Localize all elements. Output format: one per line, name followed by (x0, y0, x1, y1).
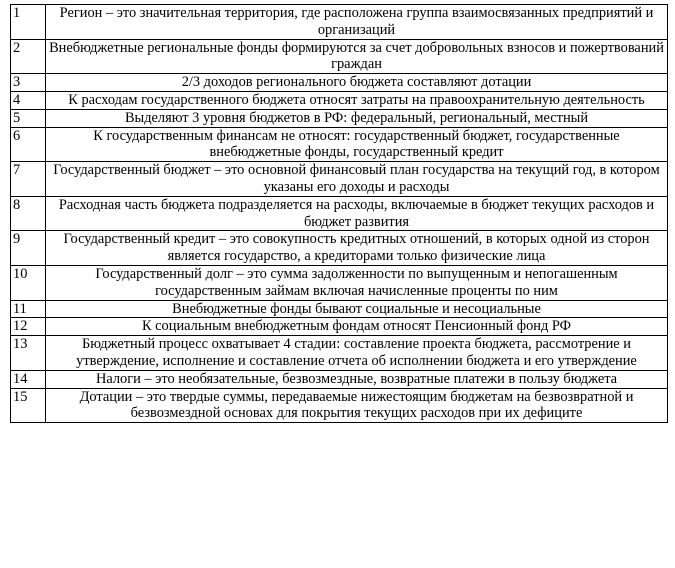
statement-text: Выделяют 3 уровня бюджетов в РФ: федеральный, региональный, местный (46, 109, 668, 127)
statement-text: 2/3 доходов регионального бюджета составляют дотации (46, 74, 668, 92)
row-number: 12 (11, 318, 46, 336)
statement-text: К расходам государственного бюджета относят затраты на правоохранительную деятельность (46, 91, 668, 109)
statements-table (10, 4, 668, 423)
table-row (11, 39, 668, 74)
table-row (11, 318, 668, 336)
row-number: 5 (11, 109, 46, 127)
statement-text: Внебюджетные фонды бывают социальные и несоциальные (46, 300, 668, 318)
row-number: 4 (11, 91, 46, 109)
row-number: 8 (11, 196, 46, 231)
table-row (11, 265, 668, 300)
statement-text: Дотации – это твердые суммы, передаваемые нижестоящим бюджетам на безвозвратной и безвозмездной основах для покрытия текущих расходов при их дефиците (46, 388, 668, 423)
statements-table-body (11, 5, 668, 423)
row-number: 10 (11, 265, 46, 300)
row-number: 1 (11, 5, 46, 40)
row-number: 15 (11, 388, 46, 423)
table-row (11, 74, 668, 92)
row-number: 9 (11, 231, 46, 266)
table-row (11, 127, 668, 162)
row-number: 6 (11, 127, 46, 162)
table-row (11, 162, 668, 197)
statement-text: Государственный кредит – это совокупность кредитных отношений, в которых одной из сторон является государство, а кредиторами только физические лица (46, 231, 668, 266)
table-row (11, 370, 668, 388)
table-row (11, 5, 668, 40)
statement-text: К социальным внебюджетным фондам относят Пенсионный фонд РФ (46, 318, 668, 336)
table-row (11, 336, 668, 371)
table-row (11, 231, 668, 266)
statement-text: Внебюджетные региональные фонды формируются за счет добровольных взносов и пожертвований граждан (46, 39, 668, 74)
statement-text: К государственным финансам не относят: государственный бюджет, государственные внебюджетные фонды, государственный кредит (46, 127, 668, 162)
table-row (11, 91, 668, 109)
row-number: 13 (11, 336, 46, 371)
row-number: 2 (11, 39, 46, 74)
statement-text: Государственный бюджет – это основной финансовый план государства на текущий год, в котором указаны его доходы и расходы (46, 162, 668, 197)
table-row (11, 109, 668, 127)
table-row (11, 388, 668, 423)
table-row (11, 196, 668, 231)
table-row (11, 300, 668, 318)
row-number: 3 (11, 74, 46, 92)
row-number: 14 (11, 370, 46, 388)
statement-text: Расходная часть бюджета подразделяется на расходы, включаемые в бюджет текущих расходов и бюджет развития (46, 196, 668, 231)
row-number: 7 (11, 162, 46, 197)
statement-text: Бюджетный процесс охватывает 4 стадии: составление проекта бюджета, рассмотрение и утверждение, исполнение и составление отчета об исполнении бюджета и его утверждение (46, 336, 668, 371)
statement-text: Налоги – это необязательные, безвозмездные, возвратные платежи в пользу бюджета (46, 370, 668, 388)
statement-text: Государственный долг – это сумма задолженности по выпущенным и непогашенным государственным займам включая начисленные проценты по ним (46, 265, 668, 300)
row-number: 11 (11, 300, 46, 318)
statement-text: Регион – это значительная территория, где расположена группа взаимосвязанных предприятий и организаций (46, 5, 668, 40)
